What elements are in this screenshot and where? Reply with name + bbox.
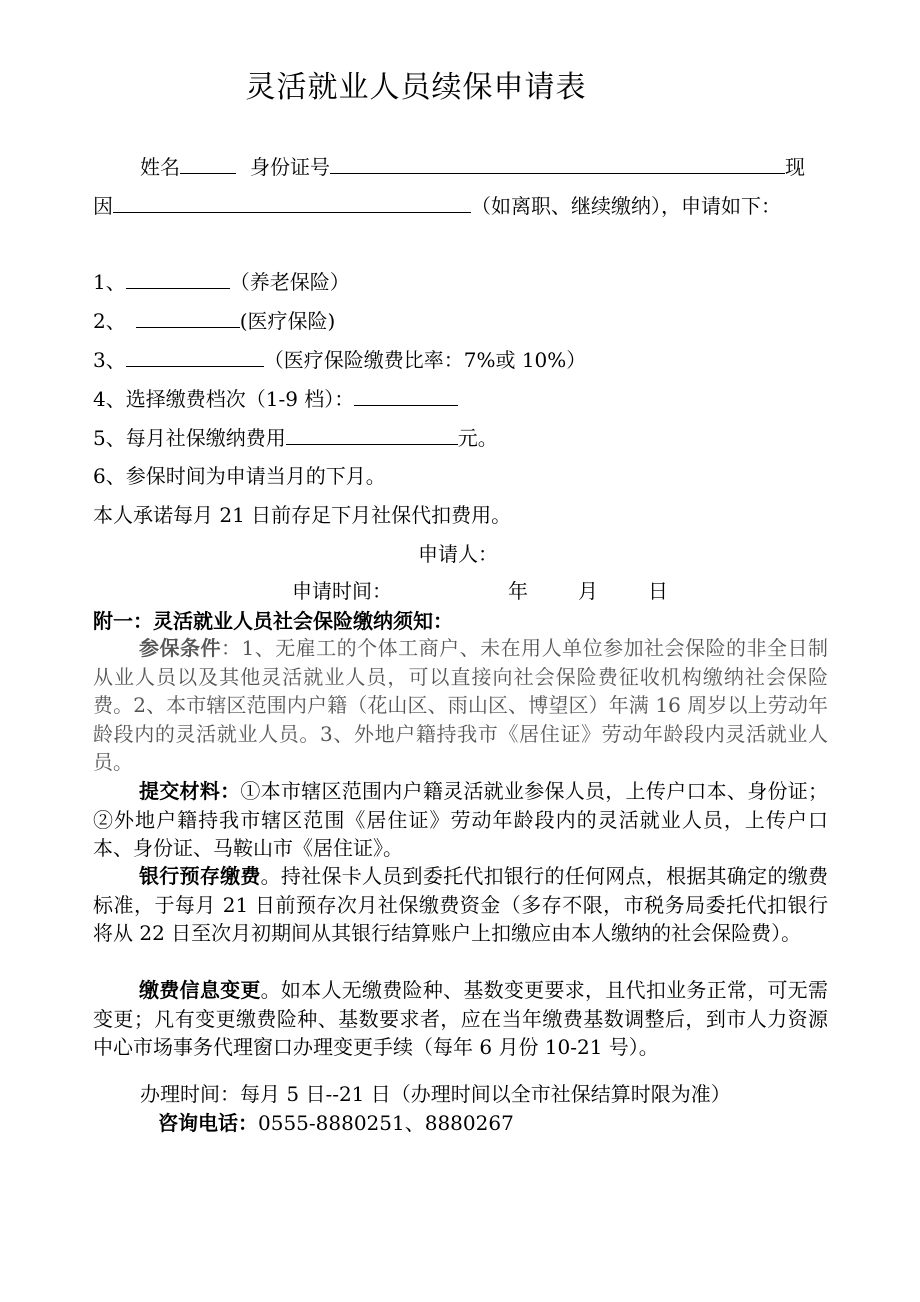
reason-suffix: （如离职、继续缴纳），申请如下：	[471, 194, 781, 218]
name-label: 姓名	[140, 155, 180, 179]
item-monthly-fee	[93, 424, 498, 451]
pension-field[interactable]	[126, 268, 230, 289]
id-number-field[interactable]	[330, 153, 785, 174]
item-2-number: 2、	[93, 309, 126, 333]
materials-body: ①本市辖区范围内户籍灵活就业参保人员，上传户口本、身份证；②外地户籍持我市辖区范围《居住证》劳动年龄段内的灵活就业人员，上传户口本、身份证、马鞍山市《居住证》。	[93, 779, 829, 861]
item-pension	[93, 268, 350, 295]
phone-label: 咨询电话：	[158, 1111, 258, 1135]
bank-deposit-heading: 银行预存缴费	[139, 864, 261, 888]
info-change-heading: 缴费信息变更	[139, 978, 261, 1002]
monthly-fee-field[interactable]	[286, 424, 458, 445]
notice-section-info-change	[93, 976, 828, 1062]
item-5-unit: 元。	[457, 426, 498, 450]
info-change-body: 。如本人无缴费险种、基数变更要求，且代扣业务正常，可无需变更；凡有变更缴费险种、基数要求者，应在当年缴费基数调整后，到市人力资源中心市场事务代理窗口办理变更手续（每年 6 月份 10-21 号）。	[93, 978, 829, 1060]
notice-section-materials	[93, 777, 828, 863]
item-1-text: （养老保险）	[229, 270, 350, 294]
applicant-label: 申请人：	[418, 542, 498, 566]
date-year: 年	[508, 579, 528, 603]
item-5-text: 5、每月社保缴纳费用	[93, 426, 286, 450]
bank-deposit-body: 。持社保卡人员到委托代扣银行的任何网点，根据其确定的缴费标准，于每月 21 日前预存次月社保缴费资金（多存不限，市税务局委托代扣银行将从 22 日至次月初期间从其银行结算账户上扣缴应由本人缴纳的社会保险费）。	[93, 864, 829, 946]
office-hours: 办理时间：每月 5 日--21 日（办理时间以全市社保结算时限为准）	[140, 1082, 731, 1106]
item-2-text: (医疗保险)	[239, 309, 336, 333]
reason-line	[93, 192, 781, 219]
medical-rate-field[interactable]	[126, 346, 264, 367]
conditions-body: ：1、无雇工的个体工商户、未在用人单位参加社会保险的非全日制从业人员以及其他灵活就业人员，可以直接向社会保险费征收机构缴纳社会保险费。2、本市辖区范围内户籍（花山区、雨山区、博望区）年满 16 周岁以上劳动年龄段内的灵活就业人员。3、外地户籍持我市《居住证》劳动年龄段内灵活就业人员。	[93, 636, 829, 775]
item-medical-rate	[93, 346, 586, 373]
consult-phone-line	[158, 1110, 514, 1136]
phone-value: 0555-8880251、8880267	[258, 1111, 514, 1135]
item-3-text: （医疗保险缴费比率：7%或 10%）	[263, 348, 587, 372]
item-medical	[93, 307, 335, 334]
item-grade	[93, 385, 458, 412]
date-month: 月	[578, 579, 598, 603]
date-line	[292, 578, 668, 604]
medical-field[interactable]	[136, 307, 240, 328]
name-field[interactable]	[180, 153, 236, 174]
now-label: 现	[785, 155, 805, 179]
materials-heading: 提交材料：	[139, 779, 241, 803]
reason-prefix: 因	[93, 194, 113, 218]
date-label: 申请时间：	[292, 579, 392, 603]
reason-field[interactable]	[113, 192, 471, 213]
item-4-text: 4、选择缴费档次（1-9 档）：	[93, 387, 355, 411]
id-label: 身份证号	[250, 155, 330, 179]
form-title: 灵活就业人员续保申请表	[245, 70, 587, 105]
name-id-line	[140, 153, 805, 180]
date-day: 日	[648, 579, 668, 603]
notice-section-conditions	[93, 634, 828, 777]
grade-field[interactable]	[354, 385, 458, 406]
notice-section-bank-deposit	[93, 862, 828, 948]
item-start-time: 6、参保时间为申请当月的下月。	[93, 464, 386, 488]
conditions-heading: 参保条件	[139, 636, 221, 660]
promise-text: 本人承诺每月 21 日前存足下月社保代扣费用。	[93, 503, 512, 527]
item-3-number: 3、	[93, 348, 126, 372]
notice-heading: 附一：灵活就业人员社会保险缴纳须知：	[93, 609, 453, 633]
item-1-number: 1、	[93, 270, 126, 294]
